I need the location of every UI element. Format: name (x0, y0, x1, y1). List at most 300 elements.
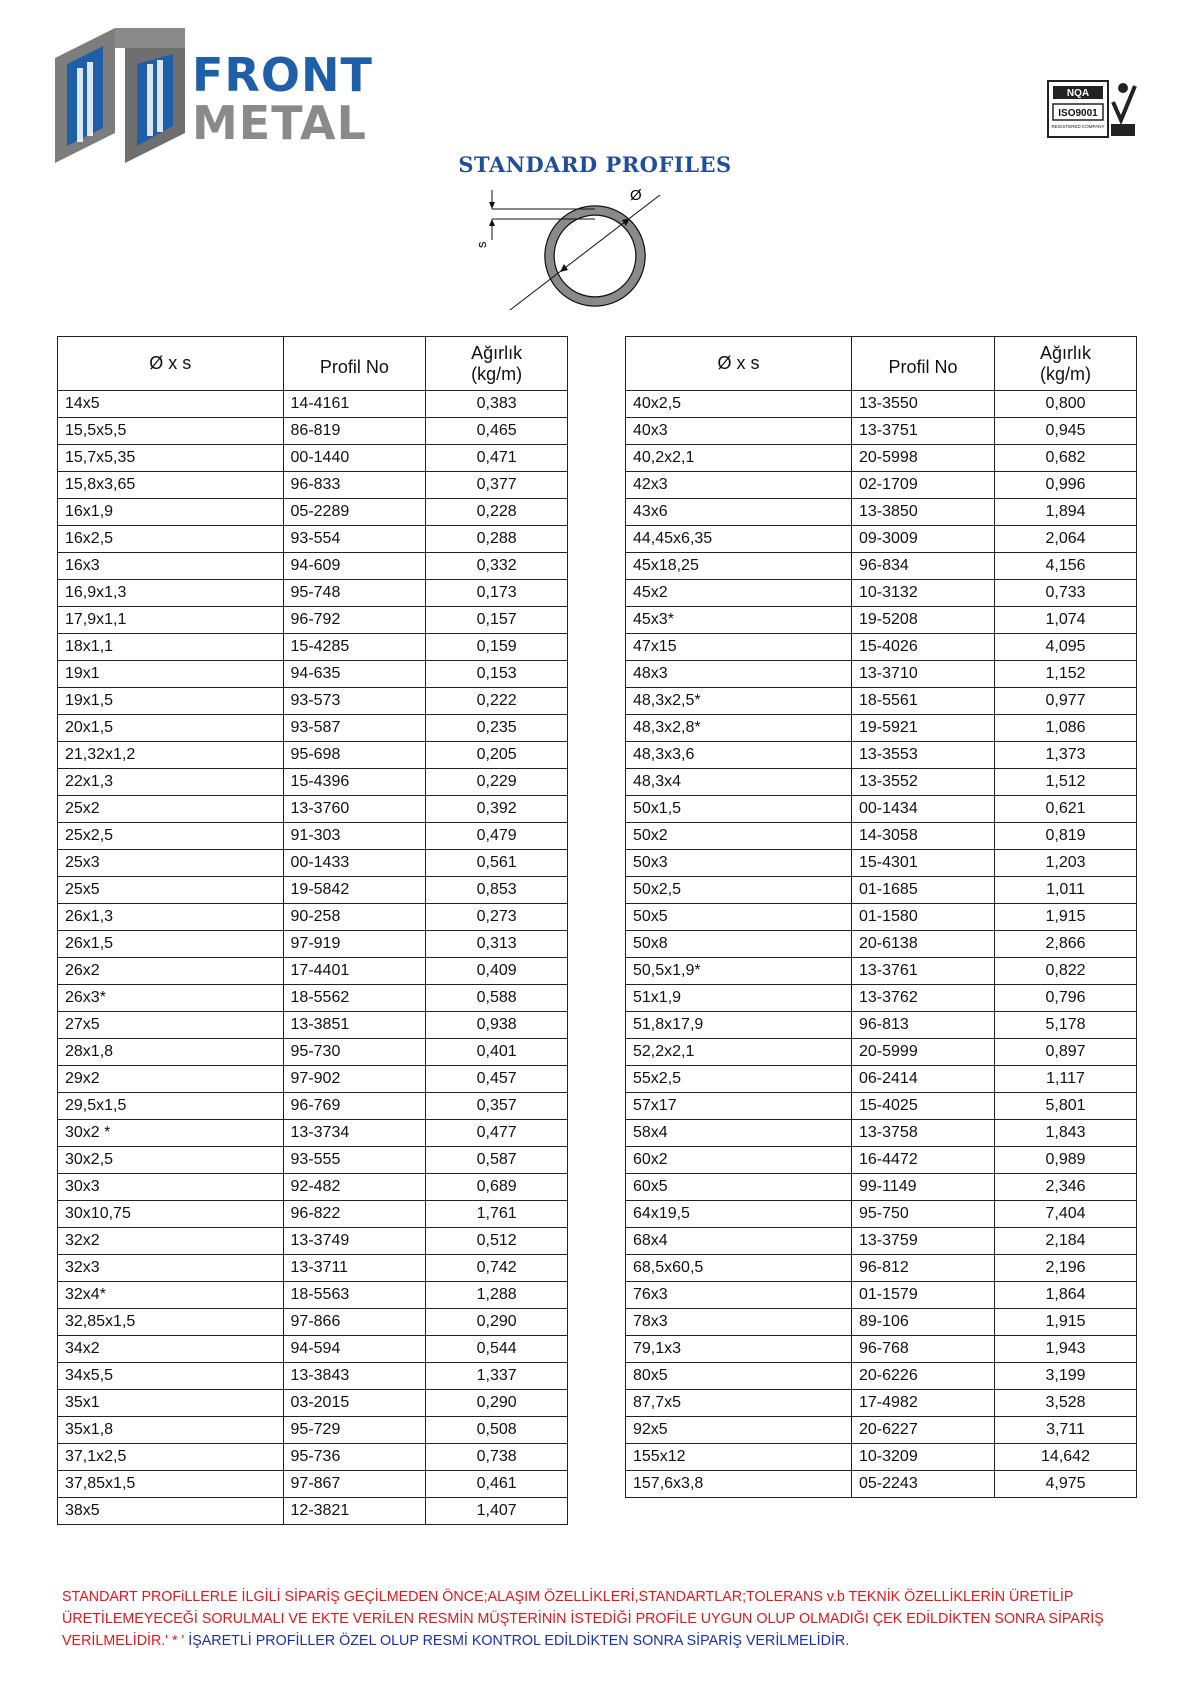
cell-weight: 0,471 (426, 445, 568, 472)
cell-profil-no: 02-1709 (852, 472, 995, 499)
cell-weight: 0,377 (426, 472, 568, 499)
cell-dimension: 44,45x6,35 (626, 526, 852, 553)
cell-weight: 0,383 (426, 391, 568, 418)
cell-dimension: 60x2 (626, 1147, 852, 1174)
cell-dimension: 52,2x2,1 (626, 1039, 852, 1066)
cell-weight: 0,409 (426, 958, 568, 985)
table-row (58, 796, 568, 823)
cell-profil-no: 93-554 (283, 526, 426, 553)
cell-weight: 0,229 (426, 769, 568, 796)
cell-dimension: 50x8 (626, 931, 852, 958)
table-row (58, 1309, 568, 1336)
table-row (58, 1471, 568, 1498)
cell-dimension: 76x3 (626, 1282, 852, 1309)
cell-profil-no: 00-1440 (283, 445, 426, 472)
cell-weight: 1,373 (995, 742, 1137, 769)
cell-profil-no: 15-4025 (852, 1093, 995, 1120)
cell-weight: 0,457 (426, 1066, 568, 1093)
table-row (626, 1039, 1137, 1066)
cell-weight: 1,915 (995, 904, 1137, 931)
cell-profil-no: 01-1580 (852, 904, 995, 931)
cell-weight: 14,642 (995, 1444, 1137, 1471)
brand-name (192, 48, 373, 150)
cell-weight: 3,528 (995, 1390, 1137, 1417)
cell-weight: 0,544 (426, 1336, 568, 1363)
table-row (626, 472, 1137, 499)
cell-weight: 0,738 (426, 1444, 568, 1471)
table-row (626, 634, 1137, 661)
cell-dimension: 28x1,8 (58, 1039, 284, 1066)
cell-weight: 5,178 (995, 1012, 1137, 1039)
cell-profil-no: 99-1149 (852, 1174, 995, 1201)
table-row (626, 418, 1137, 445)
cell-dimension: 68x4 (626, 1228, 852, 1255)
cell-profil-no: 13-3711 (283, 1255, 426, 1282)
table-row (58, 445, 568, 472)
order-notice (62, 1586, 1182, 1652)
cert-sub: REGISTERED COMPANY (1051, 124, 1105, 129)
cell-weight: 0,587 (426, 1147, 568, 1174)
table-row (58, 931, 568, 958)
table-row (626, 607, 1137, 634)
cell-dimension: 45x18,25 (626, 553, 852, 580)
cell-dimension: 26x3* (58, 985, 284, 1012)
table-row (626, 580, 1137, 607)
table-row (626, 742, 1137, 769)
cell-profil-no: 09-3009 (852, 526, 995, 553)
cell-profil-no: 13-3843 (283, 1363, 426, 1390)
cell-weight: 0,288 (426, 526, 568, 553)
cell-weight: 2,064 (995, 526, 1137, 553)
table-row (58, 1282, 568, 1309)
cell-dimension: 68,5x60,5 (626, 1255, 852, 1282)
cell-dimension: 50x5 (626, 904, 852, 931)
brand-line-metal: METAL (192, 96, 367, 150)
cell-profil-no: 18-5561 (852, 688, 995, 715)
cell-profil-no: 17-4982 (852, 1390, 995, 1417)
cell-profil-no: 95-750 (852, 1201, 995, 1228)
page-title: STANDARD PROFILES (458, 152, 732, 177)
cell-dimension: 40x3 (626, 418, 852, 445)
cell-dimension: 35x1 (58, 1390, 284, 1417)
cell-dimension: 35x1,8 (58, 1417, 284, 1444)
cell-weight: 0,290 (426, 1390, 568, 1417)
cell-weight: 0,689 (426, 1174, 568, 1201)
cell-dimension: 38x5 (58, 1498, 284, 1525)
cell-profil-no: 20-5999 (852, 1039, 995, 1066)
table-header-row (58, 337, 568, 391)
cell-weight: 1,843 (995, 1120, 1137, 1147)
cell-profil-no: 94-594 (283, 1336, 426, 1363)
cell-weight: 0,945 (995, 418, 1137, 445)
cell-dimension: 34x2 (58, 1336, 284, 1363)
cell-weight: 2,346 (995, 1174, 1137, 1201)
cell-dimension: 21,32x1,2 (58, 742, 284, 769)
cell-weight: 5,801 (995, 1093, 1137, 1120)
table-row (58, 742, 568, 769)
cell-profil-no: 20-6138 (852, 931, 995, 958)
table-row (626, 1147, 1137, 1174)
cell-weight: 0,822 (995, 958, 1137, 985)
cell-weight: 0,796 (995, 985, 1137, 1012)
cell-dimension: 155x12 (626, 1444, 852, 1471)
table-row (626, 688, 1137, 715)
cell-profil-no: 15-4026 (852, 634, 995, 661)
cell-dimension: 32x4* (58, 1282, 284, 1309)
header-dimension: Ø x s (626, 337, 852, 391)
cell-weight: 2,184 (995, 1228, 1137, 1255)
cell-weight: 1,117 (995, 1066, 1137, 1093)
table-row (58, 1444, 568, 1471)
table-row (626, 958, 1137, 985)
header-weight: Ağırlık (kg/m) (995, 337, 1137, 391)
table-row (58, 391, 568, 418)
header-profil-no: Profil No (283, 337, 426, 391)
cell-dimension: 15,7x5,35 (58, 445, 284, 472)
cell-dimension: 64x19,5 (626, 1201, 852, 1228)
iso9001-certification-icon (1047, 80, 1137, 138)
cell-weight: 0,800 (995, 391, 1137, 418)
cell-weight: 0,173 (426, 580, 568, 607)
table-row (626, 499, 1137, 526)
cell-weight: 1,894 (995, 499, 1137, 526)
cell-dimension: 30x10,75 (58, 1201, 284, 1228)
table-row (58, 418, 568, 445)
brand-line-front: FRONT (192, 48, 373, 102)
cell-weight: 0,290 (426, 1309, 568, 1336)
cell-profil-no: 94-635 (283, 661, 426, 688)
table-header-row (626, 337, 1137, 391)
cell-profil-no: 94-609 (283, 553, 426, 580)
cell-profil-no: 86-819 (283, 418, 426, 445)
cell-profil-no: 17-4401 (283, 958, 426, 985)
cell-weight: 4,156 (995, 553, 1137, 580)
cell-dimension: 32x3 (58, 1255, 284, 1282)
table-row (58, 769, 568, 796)
cell-dimension: 30x3 (58, 1174, 284, 1201)
cell-profil-no: 96-822 (283, 1201, 426, 1228)
cell-dimension: 32x2 (58, 1228, 284, 1255)
cell-dimension: 16,9x1,3 (58, 580, 284, 607)
table-row (58, 472, 568, 499)
table-row (58, 1228, 568, 1255)
cell-profil-no: 97-867 (283, 1471, 426, 1498)
cell-weight: 0,897 (995, 1039, 1137, 1066)
table-row (58, 688, 568, 715)
table-row (58, 499, 568, 526)
cell-weight: 0,819 (995, 823, 1137, 850)
table-row (58, 661, 568, 688)
table-row (58, 1066, 568, 1093)
cell-dimension: 55x2,5 (626, 1066, 852, 1093)
table-row (626, 796, 1137, 823)
table-row (626, 1066, 1137, 1093)
cell-dimension: 45x2 (626, 580, 852, 607)
cell-weight: 0,461 (426, 1471, 568, 1498)
cell-profil-no: 20-6226 (852, 1363, 995, 1390)
header-dimension: Ø x s (58, 337, 284, 391)
cell-weight: 0,357 (426, 1093, 568, 1120)
cell-weight: 0,512 (426, 1228, 568, 1255)
cell-weight: 0,742 (426, 1255, 568, 1282)
cell-weight: 0,401 (426, 1039, 568, 1066)
cell-profil-no: 13-3761 (852, 958, 995, 985)
cell-profil-no: 13-3710 (852, 661, 995, 688)
table-row (626, 904, 1137, 931)
cell-profil-no: 12-3821 (283, 1498, 426, 1525)
cell-profil-no: 13-3762 (852, 985, 995, 1012)
cell-dimension: 48,3x2,5* (626, 688, 852, 715)
table-row (58, 1201, 568, 1228)
cell-dimension: 48,3x2,8* (626, 715, 852, 742)
cell-dimension: 22x1,3 (58, 769, 284, 796)
cell-dimension: 51,8x17,9 (626, 1012, 852, 1039)
cell-dimension: 50,5x1,9* (626, 958, 852, 985)
cell-weight: 0,222 (426, 688, 568, 715)
cell-profil-no: 13-3850 (852, 499, 995, 526)
table-row (626, 1201, 1137, 1228)
cell-profil-no: 20-6227 (852, 1417, 995, 1444)
cell-profil-no: 13-3553 (852, 742, 995, 769)
cell-dimension: 27x5 (58, 1012, 284, 1039)
cell-profil-no: 13-3751 (852, 418, 995, 445)
table-row (58, 1093, 568, 1120)
cell-profil-no: 05-2243 (852, 1471, 995, 1498)
cell-weight: 4,975 (995, 1471, 1137, 1498)
table-row (626, 1012, 1137, 1039)
cell-profil-no: 20-5998 (852, 445, 995, 472)
table-row (626, 1390, 1137, 1417)
table-row (626, 661, 1137, 688)
cell-dimension: 40,2x2,1 (626, 445, 852, 472)
cell-profil-no: 03-2015 (283, 1390, 426, 1417)
cell-profil-no: 95-748 (283, 580, 426, 607)
table-row (626, 526, 1137, 553)
table-row (626, 1093, 1137, 1120)
cell-weight: 0,205 (426, 742, 568, 769)
cell-dimension: 16x3 (58, 553, 284, 580)
cell-dimension: 92x5 (626, 1417, 852, 1444)
cell-weight: 1,943 (995, 1336, 1137, 1363)
cell-dimension: 43x6 (626, 499, 852, 526)
cell-profil-no: 01-1685 (852, 877, 995, 904)
cell-dimension: 51x1,9 (626, 985, 852, 1012)
cell-dimension: 34x5,5 (58, 1363, 284, 1390)
cert-top: NQA (1066, 88, 1090, 99)
cell-weight: 0,561 (426, 850, 568, 877)
cell-weight: 0,228 (426, 499, 568, 526)
table-row (626, 715, 1137, 742)
cell-weight: 1,761 (426, 1201, 568, 1228)
cell-profil-no: 97-902 (283, 1066, 426, 1093)
cell-profil-no: 13-3760 (283, 796, 426, 823)
table-row (626, 391, 1137, 418)
table-row (58, 1174, 568, 1201)
cell-weight: 0,996 (995, 472, 1137, 499)
cell-profil-no: 00-1433 (283, 850, 426, 877)
cell-dimension: 50x2 (626, 823, 852, 850)
cell-profil-no: 14-3058 (852, 823, 995, 850)
cell-dimension: 16x2,5 (58, 526, 284, 553)
cell-weight: 0,733 (995, 580, 1137, 607)
table-row (58, 580, 568, 607)
cell-dimension: 40x2,5 (626, 391, 852, 418)
thickness-label: s (474, 241, 489, 248)
cell-dimension: 16x1,9 (58, 499, 284, 526)
cell-profil-no: 96-834 (852, 553, 995, 580)
table-row (58, 958, 568, 985)
cell-dimension: 157,6x3,8 (626, 1471, 852, 1498)
table-row (58, 634, 568, 661)
cell-dimension: 29,5x1,5 (58, 1093, 284, 1120)
cell-profil-no: 00-1434 (852, 796, 995, 823)
cell-dimension: 26x1,3 (58, 904, 284, 931)
cell-profil-no: 96-769 (283, 1093, 426, 1120)
cell-weight: 0,392 (426, 796, 568, 823)
cell-weight: 1,011 (995, 877, 1137, 904)
table-row (58, 1012, 568, 1039)
cell-profil-no: 15-4285 (283, 634, 426, 661)
cell-profil-no: 93-587 (283, 715, 426, 742)
cell-profil-no: 15-4396 (283, 769, 426, 796)
cell-profil-no: 13-3550 (852, 391, 995, 418)
table-row (58, 823, 568, 850)
cell-weight: 0,235 (426, 715, 568, 742)
cell-dimension: 58x4 (626, 1120, 852, 1147)
cell-profil-no: 92-482 (283, 1174, 426, 1201)
cell-weight: 0,477 (426, 1120, 568, 1147)
cell-dimension: 18x1,1 (58, 634, 284, 661)
cell-dimension: 57x17 (626, 1093, 852, 1120)
cell-dimension: 17,9x1,1 (58, 607, 284, 634)
diameter-label: Ø (630, 187, 642, 204)
table-row (626, 877, 1137, 904)
cell-weight: 2,866 (995, 931, 1137, 958)
cell-profil-no: 89-106 (852, 1309, 995, 1336)
cell-weight: 1,288 (426, 1282, 568, 1309)
cell-profil-no: 13-3759 (852, 1228, 995, 1255)
cell-dimension: 19x1 (58, 661, 284, 688)
table-row (58, 877, 568, 904)
cell-profil-no: 13-3758 (852, 1120, 995, 1147)
cell-weight: 0,508 (426, 1417, 568, 1444)
cell-dimension: 30x2,5 (58, 1147, 284, 1174)
table-row (58, 1417, 568, 1444)
cell-weight: 0,465 (426, 418, 568, 445)
cell-profil-no: 13-3734 (283, 1120, 426, 1147)
cell-profil-no: 13-3851 (283, 1012, 426, 1039)
cell-profil-no: 18-5563 (283, 1282, 426, 1309)
cell-profil-no: 91-303 (283, 823, 426, 850)
cell-weight: 0,332 (426, 553, 568, 580)
table-row (626, 823, 1137, 850)
table-row (626, 769, 1137, 796)
cell-weight: 1,086 (995, 715, 1137, 742)
header-profil-no: Profil No (852, 337, 995, 391)
table-row (626, 1417, 1137, 1444)
table-row (58, 1039, 568, 1066)
cell-weight: 7,404 (995, 1201, 1137, 1228)
cell-dimension: 30x2 * (58, 1120, 284, 1147)
cell-dimension: 45x3* (626, 607, 852, 634)
tube-cross-section-diagram (470, 180, 690, 315)
cell-weight: 2,196 (995, 1255, 1137, 1282)
cell-dimension: 29x2 (58, 1066, 284, 1093)
cell-weight: 1,864 (995, 1282, 1137, 1309)
cell-weight: 1,407 (426, 1498, 568, 1525)
table-row (58, 1255, 568, 1282)
cell-profil-no: 97-866 (283, 1309, 426, 1336)
table-row (626, 1282, 1137, 1309)
cell-weight: 0,153 (426, 661, 568, 688)
cell-dimension: 20x1,5 (58, 715, 284, 742)
table-row (58, 715, 568, 742)
table-row (626, 445, 1137, 472)
cell-weight: 0,588 (426, 985, 568, 1012)
cell-weight: 0,479 (426, 823, 568, 850)
profiles-table-left (57, 336, 568, 1525)
table-row (626, 1174, 1137, 1201)
cell-dimension: 32,85x1,5 (58, 1309, 284, 1336)
table-row (58, 904, 568, 931)
cell-dimension: 48,3x4 (626, 769, 852, 796)
table-row (626, 850, 1137, 877)
cell-dimension: 87,7x5 (626, 1390, 852, 1417)
cell-profil-no: 93-555 (283, 1147, 426, 1174)
order-notice-red: STANDART PROFiLLERLE İLGİLİ SİPARİŞ GEÇİLMEDEN ÖNCE;ALAŞIM ÖZELLİKLERİ,STANDARTLAR;TOLERANS v.b TEKNİK ÖZELLİKLERİN ÜRETİLİP ÜRETİLEMEYECEĞİ SORULMALI VE EKTE VERİLEN RESMİN MÜŞTERİNİN İSTEDİĞİ PROFİLE UYGUN OLUP OLMADIĞI ÇEK EDİLDİKTEN SONRA SİPARİŞ VERİLMELİDİR.' * ' (62, 1589, 1104, 1649)
cell-dimension: 42x3 (626, 472, 852, 499)
cell-profil-no: 96-812 (852, 1255, 995, 1282)
cell-profil-no: 06-2414 (852, 1066, 995, 1093)
cell-dimension: 50x3 (626, 850, 852, 877)
cell-weight: 0,989 (995, 1147, 1137, 1174)
cell-weight: 3,711 (995, 1417, 1137, 1444)
cell-dimension: 80x5 (626, 1363, 852, 1390)
cell-weight: 0,621 (995, 796, 1137, 823)
cell-dimension: 14x5 (58, 391, 284, 418)
cell-weight: 0,682 (995, 445, 1137, 472)
table-row (626, 985, 1137, 1012)
cell-weight: 0,977 (995, 688, 1137, 715)
table-row (626, 1471, 1137, 1498)
cell-profil-no: 01-1579 (852, 1282, 995, 1309)
table-row (626, 1336, 1137, 1363)
table-row (626, 1120, 1137, 1147)
cell-profil-no: 15-4301 (852, 850, 995, 877)
profiles-table-right (625, 336, 1137, 1498)
cell-weight: 0,159 (426, 634, 568, 661)
cell-weight: 1,337 (426, 1363, 568, 1390)
cell-dimension: 15,8x3,65 (58, 472, 284, 499)
cell-profil-no: 16-4472 (852, 1147, 995, 1174)
cell-profil-no: 90-258 (283, 904, 426, 931)
table-row (626, 1255, 1137, 1282)
cell-profil-no: 96-792 (283, 607, 426, 634)
table-row (58, 1363, 568, 1390)
table-row (626, 553, 1137, 580)
cell-dimension: 26x1,5 (58, 931, 284, 958)
cell-profil-no: 95-729 (283, 1417, 426, 1444)
cell-weight: 0,853 (426, 877, 568, 904)
cell-profil-no: 10-3132 (852, 580, 995, 607)
table-row (626, 1228, 1137, 1255)
cell-dimension: 48,3x3,6 (626, 742, 852, 769)
cell-weight: 1,152 (995, 661, 1137, 688)
cell-dimension: 19x1,5 (58, 688, 284, 715)
cell-profil-no: 95-736 (283, 1444, 426, 1471)
cell-profil-no: 10-3209 (852, 1444, 995, 1471)
cell-profil-no: 13-3552 (852, 769, 995, 796)
